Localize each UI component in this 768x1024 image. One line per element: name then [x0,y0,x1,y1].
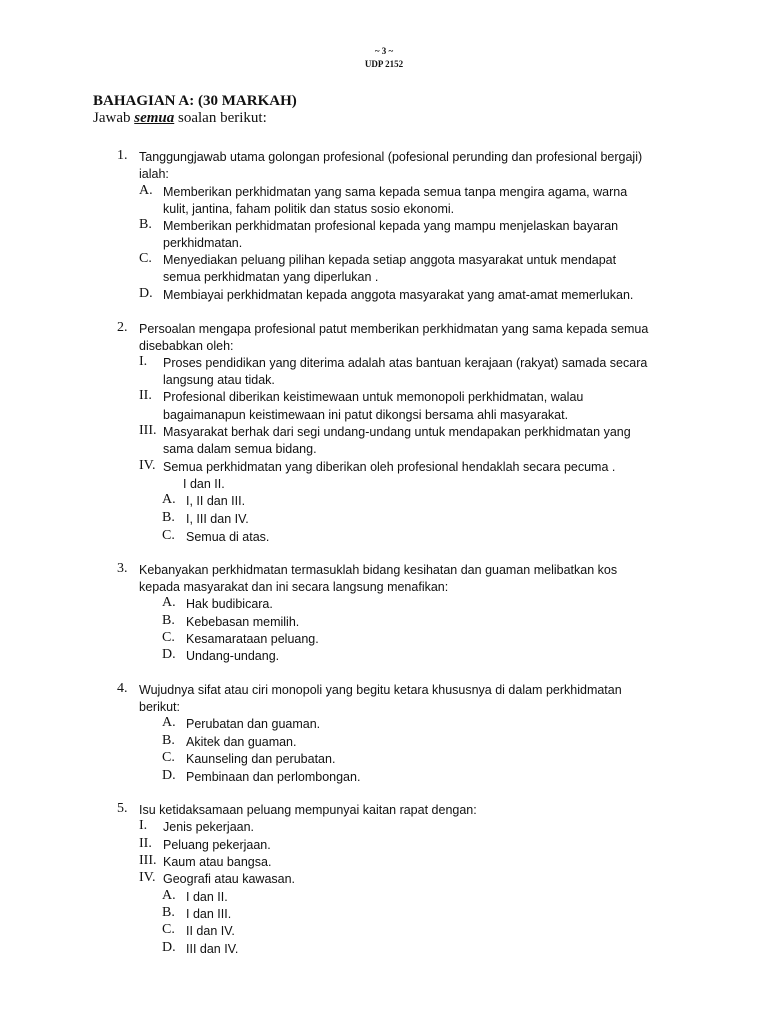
instruction-suffix: soalan berikut: [174,110,267,126]
option-text: Membiayai perkhidmatan kepada anggota masyarakat yang amat-amat memerlukan. [163,288,634,302]
statement-text: Proses pendidikan yang diterima adalah atas bantuan kerajaan (rakyat) samada secara [163,356,648,370]
option-text: I, III dan IV. [186,512,249,526]
statement-label: II. [139,388,152,403]
statement-label: IV. [139,870,156,885]
option-text: Memberikan perkhidmatan yang sama kepada semua tanpa mengira agama, warna [163,185,628,199]
section-title: BAHAGIAN A: (30 MARKAH) [93,93,297,109]
statement-label: IV. [139,458,156,473]
statement-label: I. [139,354,148,369]
option-text: Perubatan dan guaman. [186,717,321,731]
course-code: UDP 2152 [364,59,404,69]
option-label: D. [162,768,176,783]
option-text: Akitek dan guaman. [186,735,297,749]
question-stem-line: Tanggungjawab utama golongan profesional (pofesional perunding dan profesional bergaji) [139,150,643,164]
option-label: A. [162,888,176,903]
statement-label: I. [139,818,148,833]
statement-text: Kaum atau bangsa. [163,855,272,869]
option-text: Semua di atas. [186,530,270,544]
option-text: I dan II. [183,477,225,491]
question-stem-line: Wujudnya sifat atau ciri monopoli yang begitu ketara khususnya di dalam perkhidmatan [139,683,622,697]
option-label: B. [139,217,152,232]
statement-label: II. [139,836,152,851]
option-label: D. [139,286,153,301]
option-label: B. [162,510,175,525]
section-instruction [93,110,267,127]
option-label: D. [162,940,176,955]
question-stem-line: Persoalan mengapa profesional patut memberikan perkhidmatan yang sama kepada semua [139,322,649,336]
option-label: B. [162,733,175,748]
option-text: Kaunseling dan perubatan. [186,752,336,766]
statement-text: Geografi atau kawasan. [163,872,296,886]
statement-text: sama dalam semua bidang. [163,442,317,456]
option-text: I, II dan III. [186,494,246,508]
statement-text: Semua perkhidmatan yang diberikan oleh profesional hendaklah secara pecuma . [163,460,616,474]
question-number: 1. [117,148,128,163]
option-label: C. [162,750,175,765]
question-number: 4. [117,681,128,696]
question-stem-line: ialah: [139,167,169,181]
option-text: Hak budibicara. [186,597,273,611]
option-text: Menyediakan peluang pilihan kepada setiap anggota masyarakat untuk mendapat [163,253,617,267]
statement-text: Masyarakat berhak dari segi undang-undang untuk mendapakan perkhidmatan yang [163,425,631,439]
option-text: Undang-undang. [186,649,280,663]
option-text: perkhidmatan. [163,236,243,250]
question-stem-line: Isu ketidaksamaan peluang mempunyai kaitan rapat dengan: [139,803,477,817]
question-stem-line: kepada masyarakat dan ini secara langsung menafikan: [139,580,449,594]
option-text: semua perkhidmatan yang diperlukan . [163,270,379,284]
question-number: 2. [117,320,128,335]
option-label: C. [162,922,175,937]
page-number: ~ 3 ~ [374,46,394,56]
question-stem-line: berikut: [139,700,180,714]
option-text: Pembinaan dan perlombongan. [186,770,361,784]
option-label: C. [139,251,152,266]
statement-text: langsung atau tidak. [163,373,275,387]
question-number: 5. [117,801,128,816]
option-label: B. [162,613,175,628]
statement-text: bagaimanapun keistimewaan ini patut dikongsi bersama ahli masyarakat. [163,408,569,422]
statement-label: III. [139,853,157,868]
instruction-prefix: Jawab [93,110,135,126]
question-number: 3. [117,561,128,576]
option-text: I dan II. [186,890,228,904]
question-stem-line: Kebanyakan perkhidmatan termasuklah bidang kesihatan dan guaman melibatkan kos [139,563,618,577]
instruction-emphasis: semua [134,110,175,126]
option-label: A. [162,595,176,610]
statement-text: Jenis pekerjaan. [163,820,255,834]
option-text: Kebebasan memilih. [186,615,300,629]
statement-text: Peluang pekerjaan. [163,838,271,852]
option-label: C. [162,630,175,645]
option-label: A. [162,715,176,730]
option-text: Memberikan perkhidmatan profesional kepada yang mampu menjelaskan bayaran [163,219,619,233]
option-text: I dan III. [186,907,232,921]
option-label: C. [162,528,175,543]
option-text: III dan IV. [186,942,239,956]
option-text: kulit, jantina, faham politik dan status sosio ekonomi. [163,202,455,216]
option-label: D. [162,647,176,662]
option-label: B. [162,905,175,920]
option-text: II dan IV. [186,924,235,938]
question-stem-line: disebabkan oleh: [139,339,234,353]
option-label: A. [162,492,176,507]
option-label: A. [139,183,153,198]
statement-text: Profesional diberikan keistimewaan untuk memonopoli perkhidmatan, walau [163,390,584,404]
statement-label: III. [139,423,157,438]
option-text: Kesamarataan peluang. [186,632,319,646]
